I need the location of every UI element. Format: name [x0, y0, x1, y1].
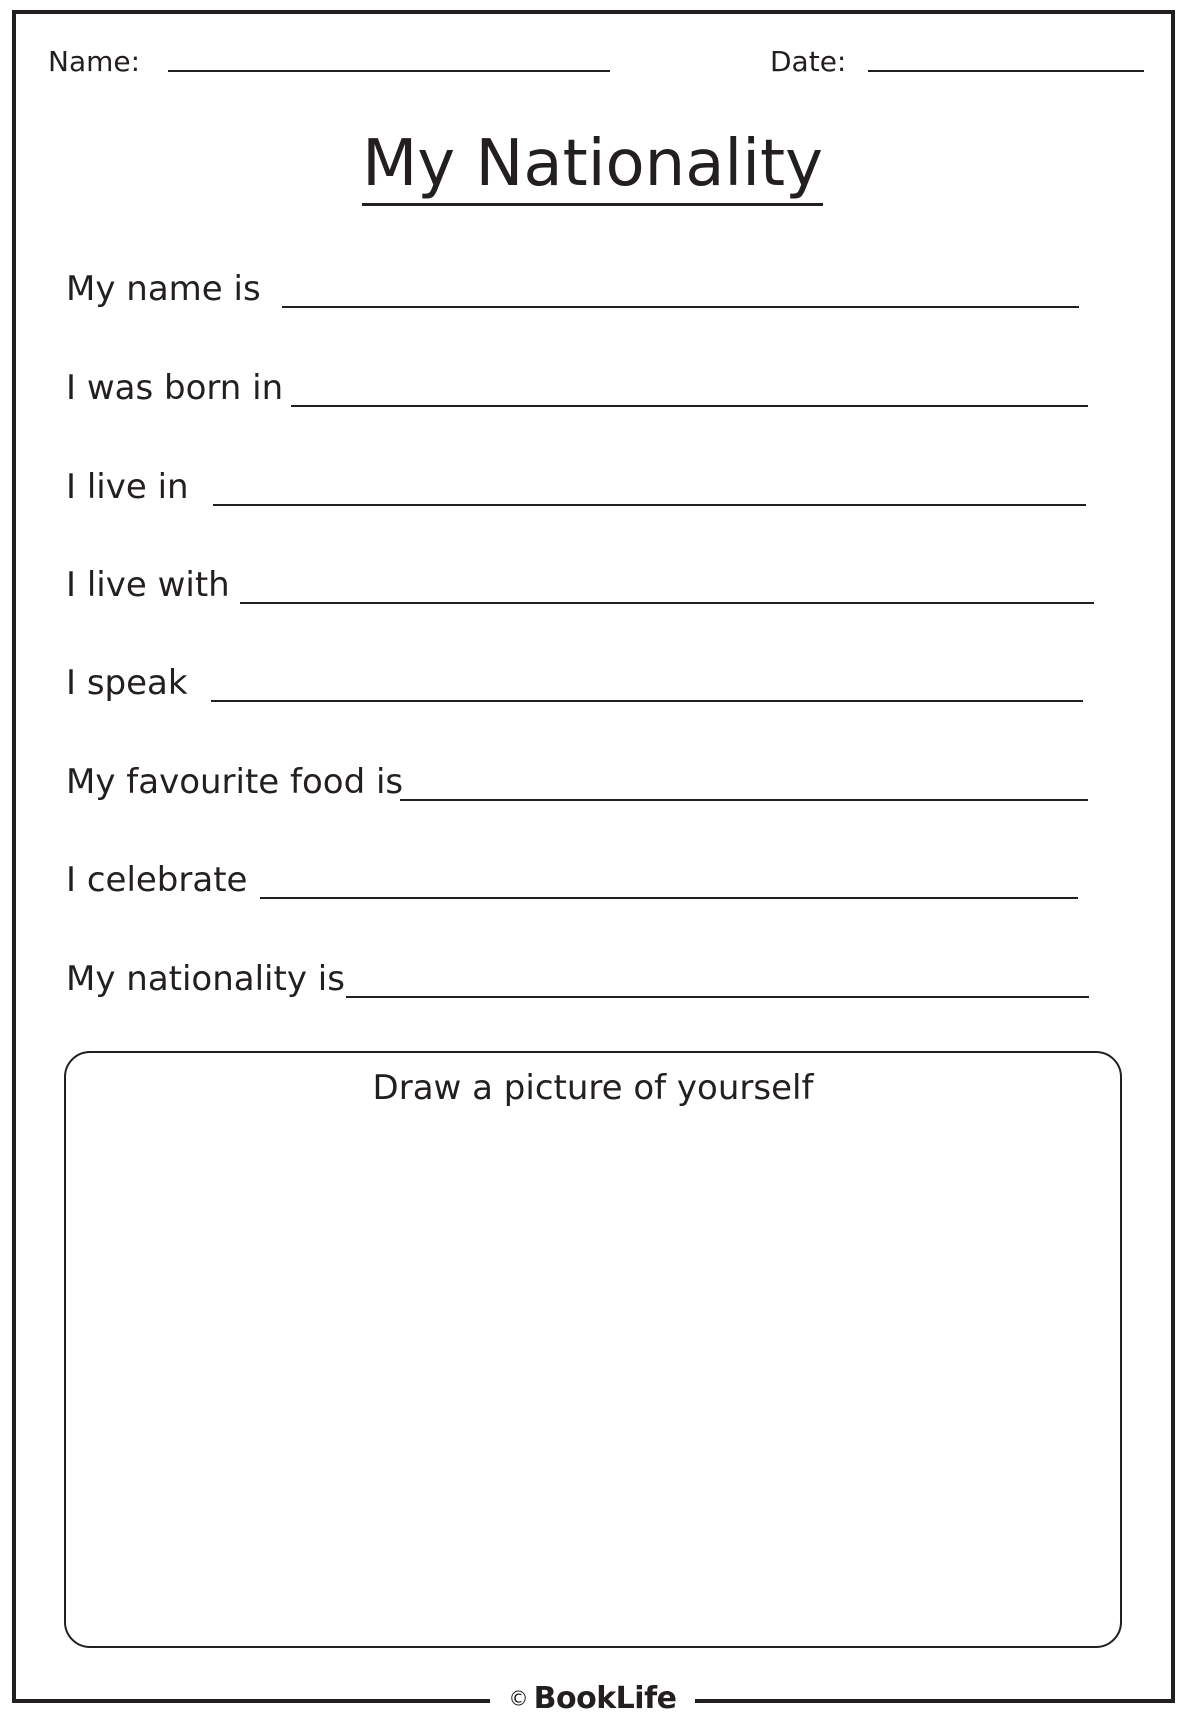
date-field-line[interactable]: [868, 70, 1144, 72]
row-line-live-in[interactable]: [213, 504, 1086, 506]
row-label-celebrate: I celebrate: [66, 860, 248, 900]
row-label-live-with: I live with: [66, 565, 230, 605]
brand-name: BookLife: [533, 1681, 677, 1716]
row-label-food: My favourite food is: [66, 762, 404, 802]
footer-line-right: [692, 1700, 1170, 1703]
drawing-area-label: Draw a picture of yourself: [372, 1068, 814, 1108]
page-title-text: My Nationality: [362, 127, 823, 206]
drawing-area[interactable]: [64, 1051, 1122, 1648]
row-line-born[interactable]: [291, 405, 1088, 407]
row-line-speak[interactable]: [211, 700, 1083, 702]
date-label: Date:: [770, 45, 847, 78]
row-label-speak: I speak: [66, 663, 188, 703]
row-label-nationality: My nationality is: [66, 959, 345, 999]
row-line-food[interactable]: [400, 799, 1088, 801]
footer-line-left: [20, 1700, 500, 1703]
row-line-name[interactable]: [282, 306, 1079, 308]
row-line-live-with[interactable]: [240, 602, 1094, 604]
row-label-name: My name is: [66, 269, 261, 309]
page-title: [0, 127, 1185, 201]
footer-brand: [490, 1681, 695, 1715]
name-field-line[interactable]: [168, 70, 610, 72]
row-label-born: I was born in: [66, 368, 284, 408]
row-line-nationality[interactable]: [346, 996, 1089, 998]
row-label-live-in: I live in: [66, 467, 189, 507]
row-line-celebrate[interactable]: [260, 897, 1078, 899]
copyright-symbol: ©: [508, 1686, 529, 1711]
name-label: Name:: [48, 45, 141, 78]
